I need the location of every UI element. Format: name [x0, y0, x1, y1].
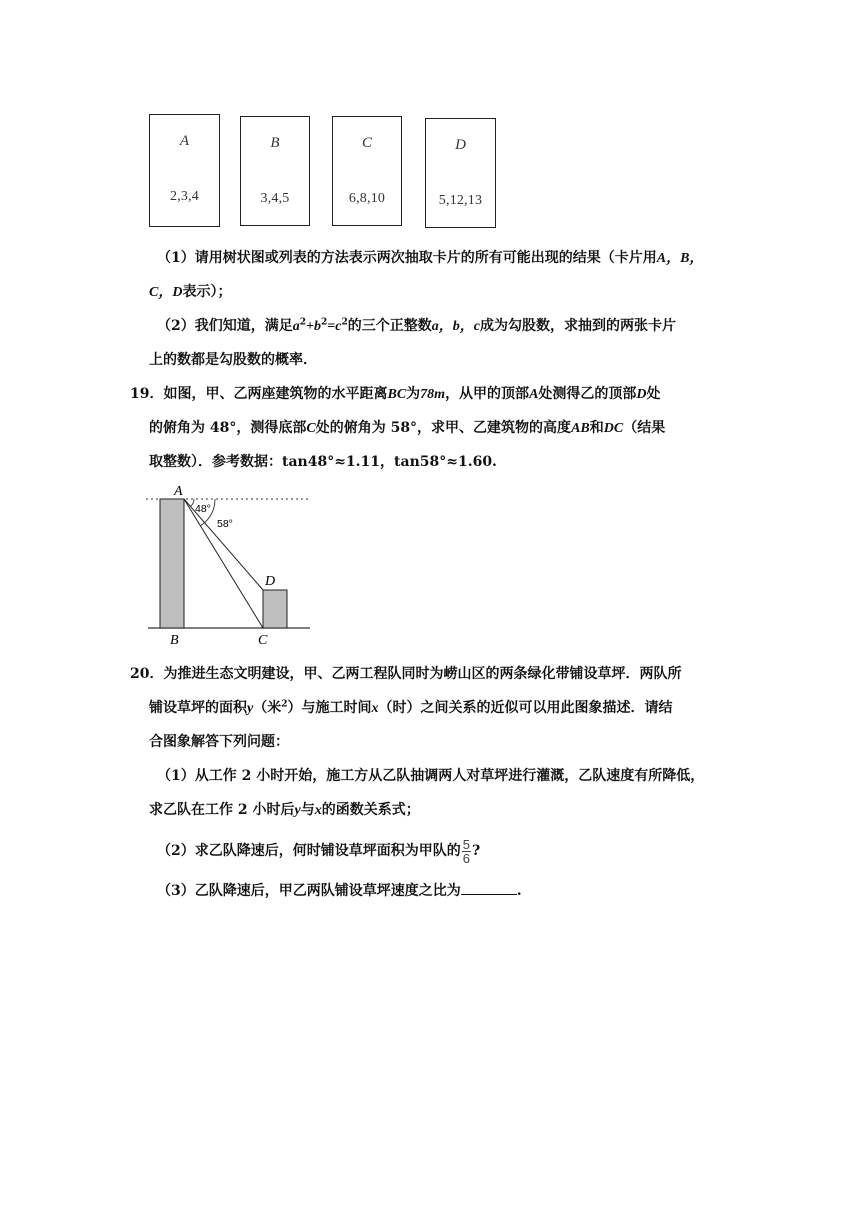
- card-numbers: 6,8,10: [348, 191, 386, 206]
- card-b: [240, 116, 310, 226]
- q20-line1: 20．为推进生态文明建设，甲、乙两工程队同时为崂山区的两条绿化带铺设草坪．两队所: [130, 666, 682, 682]
- q18-part1-line2: C，D表示）；: [149, 284, 232, 300]
- angle-arc-48: [191, 499, 195, 507]
- card-letter: D: [455, 137, 466, 153]
- label-a: A: [174, 484, 183, 499]
- answer-blank[interactable]: [461, 880, 517, 895]
- buildings-figure: [140, 482, 320, 647]
- building-ab: [160, 499, 184, 628]
- card-letter: A: [179, 133, 190, 149]
- label-d: D: [265, 574, 276, 589]
- q20-line2: 铺设草坪的面积y（米$^2$）与施工时间x（时）之间关系的近似可以用此图象描述．请结: [149, 699, 673, 716]
- card-a: [149, 114, 220, 227]
- q19-line1: 19．如图，甲、乙两座建筑物的水平距离BC为78m，从甲的顶部A处测得乙的顶部D处: [130, 386, 661, 402]
- card-numbers: 2,3,4: [170, 189, 199, 204]
- q20-part1-line1: （1）从工作 2 小时开始，施工方从乙队抽调两人对草坪进行灌溉，乙队速度有所降低，: [157, 768, 705, 784]
- q20-part1-line2: 求乙队在工作 2 小时后y与x的函数关系式；: [149, 802, 420, 818]
- q19-line3: 取整数）．参考数据：tan48°≈1.11，tan58°≈1.60.: [149, 454, 497, 470]
- card-numbers: 5,12,13: [438, 193, 483, 208]
- card-c: [332, 116, 402, 226]
- fraction-five-sixths: $\frac{5}{6}$: [462, 836, 470, 866]
- card-letter: C: [361, 135, 372, 151]
- q18-part1-line1: （1）请用树状图或列表的方法表示两次抽取卡片的所有可能出现的结果（卡片用A，B，: [157, 250, 704, 266]
- q20-part2: （2）求乙队降速后，何时铺设草坪面积为甲队的 $\frac{5}{6}$ ?: [157, 836, 481, 866]
- q18-part2-line2: 上的数都是勾股数的概率．: [149, 352, 317, 368]
- label-b: B: [170, 633, 179, 647]
- card-d: [425, 118, 496, 228]
- card-numbers: 3,4,5: [260, 191, 290, 206]
- q20-part3: （3）乙队降速后，甲乙两队铺设草坪速度之比为 .: [157, 880, 522, 901]
- q18-part2-line1: （2）我们知道，满足$a^2+b^2=c^2$的三个正整数a，b，c成为勾股数，求抽到的两张卡片: [157, 317, 676, 334]
- angle-label-48: 48°: [195, 503, 211, 515]
- building-dc: [263, 590, 287, 628]
- q20-line3: 合图象解答下列问题：: [149, 734, 289, 750]
- label-c: C: [258, 633, 268, 647]
- card-letter: B: [270, 135, 280, 151]
- angle-label-58: 58°: [217, 518, 233, 530]
- q19-line2: 的俯角为 48°，测得底部C处的俯角为 58°，求甲、乙建筑物的高度AB和DC（结果: [149, 420, 666, 436]
